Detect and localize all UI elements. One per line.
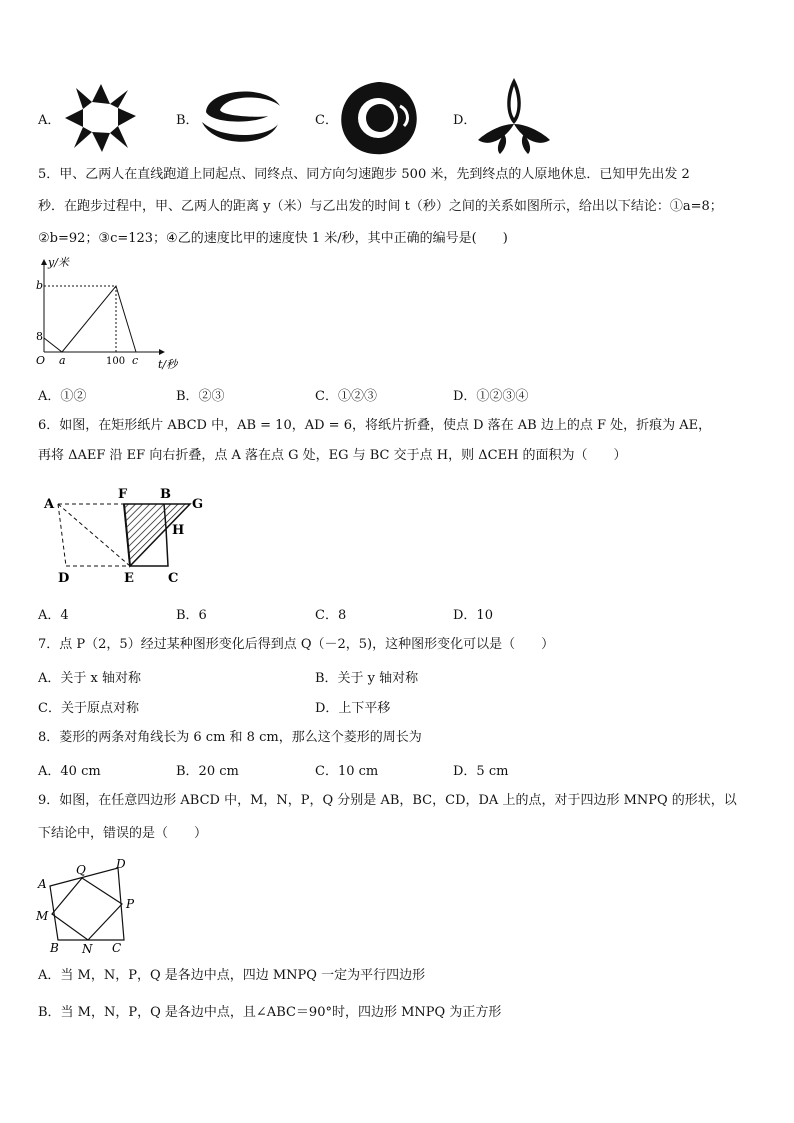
q9-point-n: N [82,942,93,956]
q5-option-b: B．②③ [176,389,225,404]
q6-point-d: D [58,571,70,586]
q5-graph-b-label: b [36,279,44,292]
q4-option-b-figure [198,82,284,148]
q9-option-a: A．当 M，N，P，Q 是各边中点，四边 MNPQ 一定为平行四边形 [38,968,426,983]
q6-folded-rectangle-figure [40,486,212,586]
q6-point-a: A [44,497,55,512]
q6-option-d: D．10 [453,608,493,623]
q9-quadrilateral-mnpq [52,878,122,940]
q6-option-c: C．8 [315,608,347,623]
q7-option-a: A．关于 x 轴对称 [38,671,141,686]
q6-point-f: F [118,487,128,502]
q5-graph-x-label: t/秒 [158,358,178,371]
q4-option-c-figure [338,80,420,156]
q9-text-line2: 下结论中，错误的是（ ） [38,826,208,841]
q5-graph-c-label: c [132,354,139,367]
q8-text-line1: 8．菱形的两条对角线长为 6 cm 和 8 cm，那么这个菱形的周长为 [38,730,422,745]
q5-graph-y-label: y/米 [48,256,69,269]
q7-option-d: D．上下平移 [315,701,391,716]
q5-graph-100-label: 100 [106,356,126,367]
q4-option-d-figure [476,76,552,156]
q5-option-c: C．①②③ [315,389,377,404]
q8-option-b: B．20 cm [176,764,239,779]
q6-text-line2: 再将 ΔAEF 沿 EF 向右折叠，点 A 落在点 G 处，EG 与 BC 交于点 H，则 ΔCEH 的面积为（ ） [38,448,627,463]
q7-option-c: C．关于原点对称 [38,701,139,716]
q5-option-d: D．①②③④ [453,389,529,404]
q6-text-line1: 6．如图，在矩形纸片 ABCD 中，AB = 10，AD = 6，将纸片折叠，使点 D 落在 AB 边上的点 F 处，折痕为 AE， [38,418,712,433]
q9-point-a: A [38,877,47,891]
q4-option-a-label: A． [38,113,61,128]
q5-graph-line [44,286,136,352]
q8-option-a: A．40 cm [38,764,101,779]
q6-point-e: E [124,571,134,586]
q6-option-a: A．4 [38,608,69,623]
q7-text-line1: 7．点 P（2，5）经过某种图形变化后得到点 Q（－2，5)，这种图形变化可以是（ ） [38,637,555,652]
q5-graph-a-label: a [59,354,66,367]
q8-option-c: C．10 cm [315,764,379,779]
q6-point-g: G [192,497,204,512]
q9-point-d: D [116,857,126,871]
q4-option-a-star-figure [62,82,140,154]
q9-point-c: C [112,941,122,955]
q6-point-b: B [160,487,171,502]
q6-point-c: C [168,571,179,586]
q5-distance-time-graph [34,254,184,374]
q4-option-b-label: B． [176,113,199,128]
q9-option-b: B．当 M，N，P，Q 是各边中点，且∠ABC＝90°时，四边形 MNPQ 为正方形 [38,1005,502,1020]
q9-point-p: P [126,897,135,911]
q7-option-b: B．关于 y 轴对称 [315,671,419,686]
q6-option-b: B．6 [176,608,207,623]
q9-point-m: M [36,909,49,923]
q9-quadrilateral-figure [34,856,140,956]
q5-text-line1: 5．甲、乙两人在直线跑道上同起点、同终点、同方向匀速跑步 500 米，先到终点的人原地休息．已知甲先出发 2 [38,167,690,182]
q4-option-d-label: D． [453,113,477,128]
q9-text-line1: 9．如图，在任意四边形 ABCD 中，M，N，P，Q 分别是 AB，BC，CD，DA 上的点，对于四边形 MNPQ 的形状，以 [38,793,737,808]
q9-point-b: B [50,941,59,955]
q8-option-d: D．5 cm [453,764,509,779]
q5-text-line3: ②b=92；③c=123；④乙的速度比甲的速度快 1 米/秒，其中正确的编号是( ) [38,231,508,246]
q4-option-c-label: C． [315,113,338,128]
q9-point-q: Q [76,863,86,877]
q5-text-line2: 秒．在跑步过程中，甲、乙两人的距离 y（米）与乙出发的时间 t（秒）之间的关系如图所示，给出以下结论：①a=8； [38,199,723,214]
q5-graph-8-label: 8 [36,330,43,343]
q5-option-a: A．①② [38,389,87,404]
q6-point-h: H [172,523,185,538]
q5-graph-origin: O [36,354,46,367]
